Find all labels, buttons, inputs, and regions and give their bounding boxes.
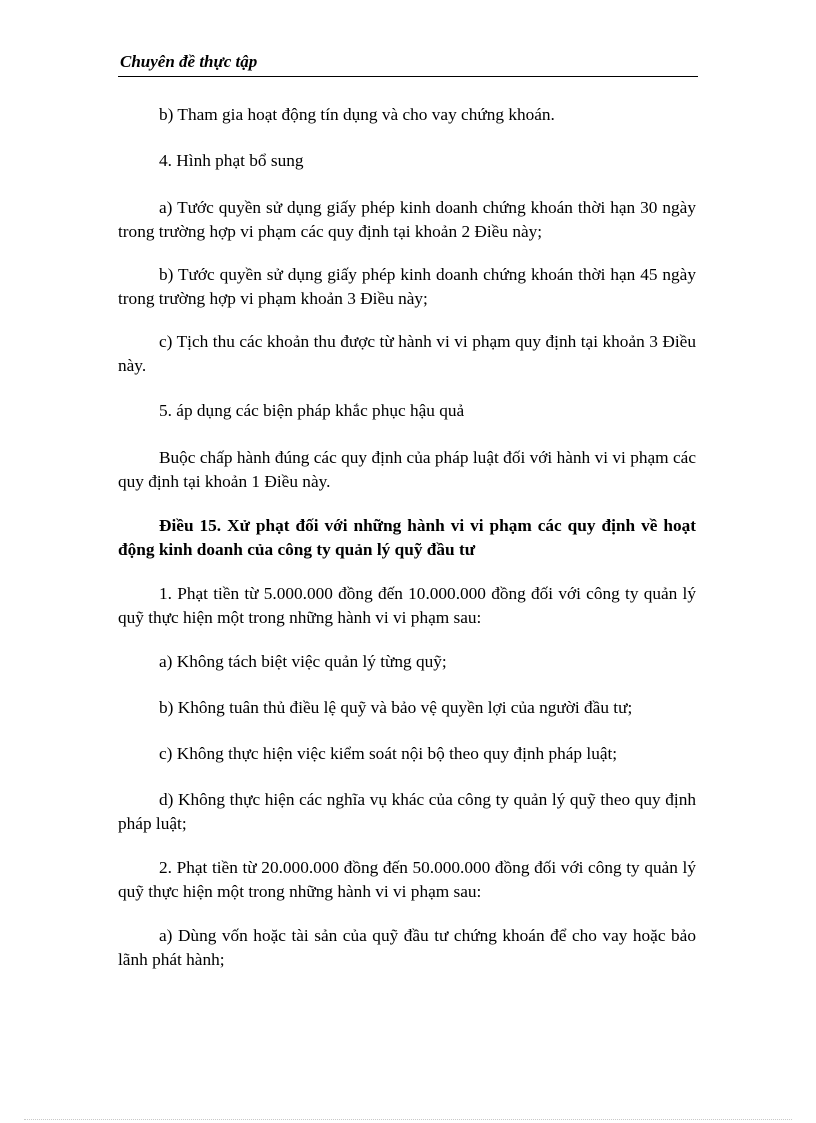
paragraph: 1. Phạt tiền từ 5.000.000 đồng đến 10.000.000 đồng đối với công ty quản lý quỹ thực hiện một trong những hành vi vi phạm sau: <box>118 584 696 627</box>
paragraph: d) Không thực hiện các nghĩa vụ khác của công ty quản lý quỹ theo quy định pháp luật; <box>118 790 696 833</box>
paragraph: c) Tịch thu các khoản thu được từ hành vi vi phạm quy định tại khoản 3 Điều này. <box>118 332 696 375</box>
paragraph: c) Không thực hiện việc kiểm soát nội bộ theo quy định pháp luật; <box>159 744 618 763</box>
paragraph: a) Tước quyền sử dụng giấy phép kinh doanh chứng khoán thời hạn 30 ngày trong trường hợp vi phạm các quy định tại khoản 2 Điều này; <box>118 198 696 241</box>
paragraph: a) Dùng vốn hoặc tài sản của quỹ đầu tư chứng khoán để cho vay hoặc bảo lãnh phát hành; <box>118 926 696 969</box>
section-heading: 5. áp dụng các biện pháp khắc phục hậu quả <box>159 401 465 420</box>
paragraph: b) Không tuân thủ điều lệ quỹ và bảo vệ quyền lợi của người đầu tư; <box>159 698 633 717</box>
article-heading: Điều 15. Xử phạt đối với những hành vi vi phạm các quy định về hoạt động kinh doanh của công ty quản lý quỹ đầu tư <box>118 516 696 559</box>
paragraph: a) Không tách biệt việc quản lý từng quỹ; <box>159 652 447 671</box>
paragraph: b) Tham gia hoạt động tín dụng và cho vay chứng khoán. <box>159 105 555 124</box>
paragraph: 2. Phạt tiền từ 20.000.000 đồng đến 50.000.000 đồng đối với công ty quản lý quỹ thực hiện một trong những hành vi vi phạm sau: <box>118 858 696 901</box>
paragraph: b) Tước quyền sử dụng giấy phép kinh doanh chứng khoán thời hạn 45 ngày trong trường hợp vi phạm khoản 3 Điều này; <box>118 265 696 308</box>
header-title: Chuyên đề thực tập <box>120 52 258 71</box>
page-bottom-rule <box>24 1119 792 1120</box>
paragraph: Buộc chấp hành đúng các quy định của pháp luật đối với hành vi vi phạm các quy định tại khoản 1 Điều này. <box>118 448 696 491</box>
section-heading: 4. Hình phạt bổ sung <box>159 151 304 170</box>
page-header <box>118 50 698 77</box>
